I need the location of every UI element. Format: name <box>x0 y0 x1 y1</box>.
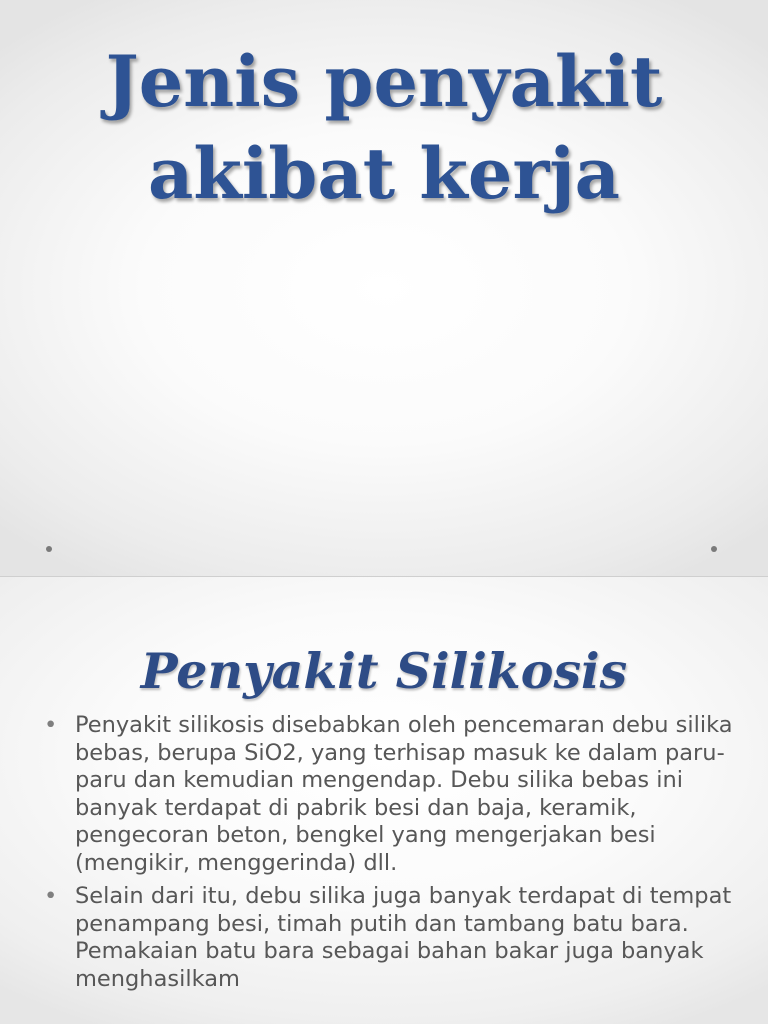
slide-dot-left <box>46 546 52 552</box>
bullet-item <box>0 712 768 877</box>
bullet-text: Selain dari itu, debu silika juga banyak terdapat di tempat penampang besi, timah putih dan tambang batu bara. Pemakaian batu bara sebagai bahan bakar juga banyak menghasilkam <box>75 883 732 992</box>
slide-title-line-1: Jenis penyakit <box>105 40 663 123</box>
slide-dot-right <box>711 546 717 552</box>
slide-title-line-2: akibat kerja <box>147 132 621 215</box>
slide-heading: Penyakit Silikosis <box>140 642 628 700</box>
bullet-item <box>0 883 768 993</box>
bullet-list <box>0 712 768 999</box>
slide-2 <box>0 577 768 1024</box>
slide-title <box>0 36 768 220</box>
bullet-marker: • <box>44 883 58 909</box>
bullet-marker: • <box>44 712 58 738</box>
bullet-text: Penyakit silikosis disebabkan oleh pencemaran debu silika bebas, berupa SiO2, yang terhisap masuk ke dalam paru-paru dan kemudian mengendap. Debu silika bebas ini banyak terdapat di pabrik besi dan baja, keramik, pengecoran beton, bengkel yang mengerjakan besi (mengikir, menggerinda) dll. <box>75 712 733 876</box>
